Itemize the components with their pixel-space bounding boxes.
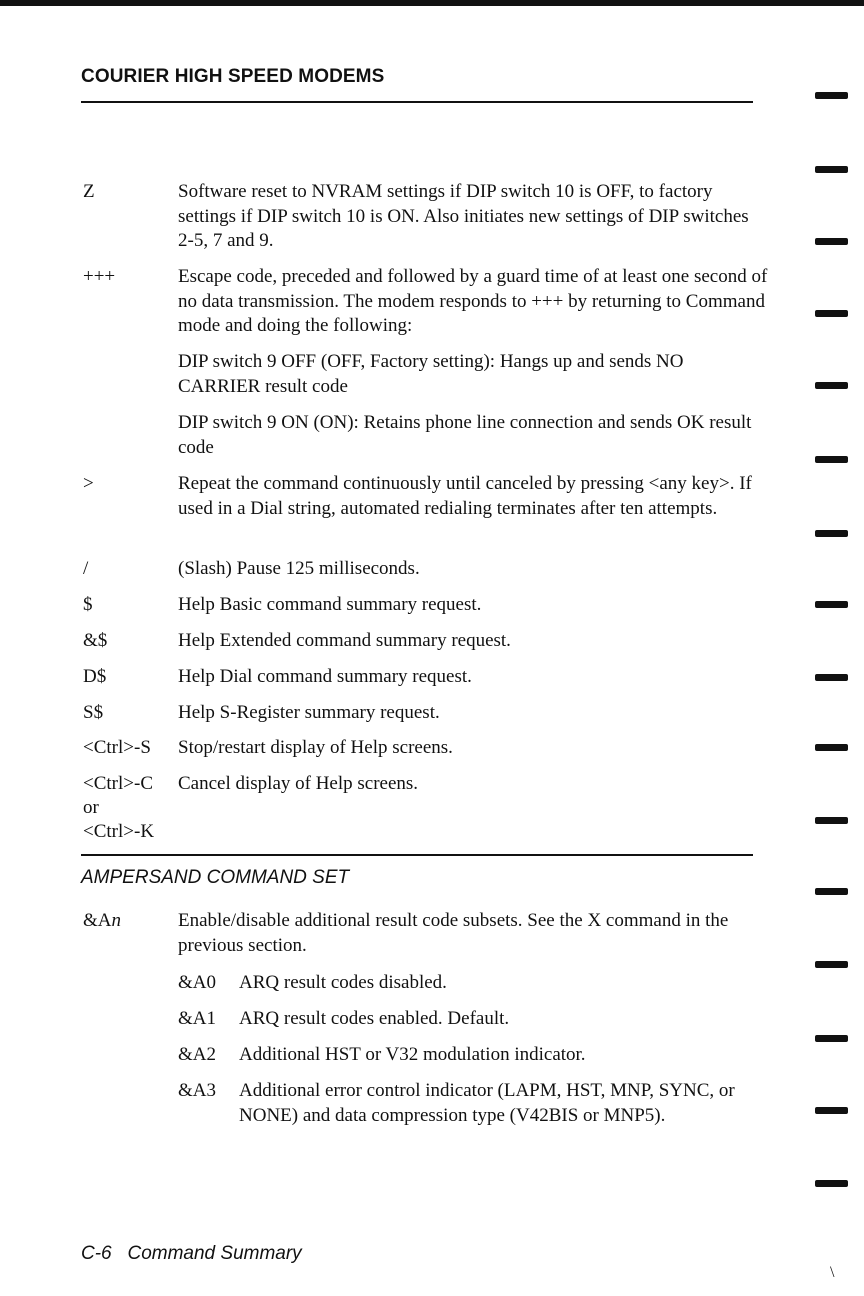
command-code: <Ctrl>-C or <Ctrl>-K (83, 773, 155, 842)
command-code: &$ (83, 630, 108, 651)
command-code: / (83, 558, 89, 579)
page-footer (81, 1243, 302, 1265)
command-description: Software reset to NVRAM settings if DIP switch 10 is OFF, to factory settings if DIP switch 10 is ON. Also initiates new settings of DIP switches 2-5, 7 and 9. (178, 181, 749, 251)
margin-tab (815, 817, 848, 824)
command-description: Enable/disable additional result code subsets. See the X command in the previous section. (178, 910, 729, 956)
margin-tab (815, 744, 848, 751)
option-code: &A3 (178, 1080, 216, 1101)
margin-tab (815, 888, 848, 895)
margin-tab (815, 92, 848, 99)
command-description: Repeat the command continuously until canceled by pressing <any key>. If used in a Dial string, automated redialing terminates after ten attempts. (178, 473, 752, 519)
option-text: Additional HST or V32 modulation indicator. (239, 1044, 586, 1065)
margin-tab (815, 456, 848, 463)
margin-tab (815, 166, 848, 173)
section-rule (81, 854, 753, 856)
command-note: DIP switch 9 ON (ON): Retains phone line connection and sends OK result code (178, 412, 752, 458)
command-code: $ (83, 594, 93, 615)
margin-tab (815, 601, 848, 608)
command-description: Stop/restart display of Help screens. (178, 737, 453, 758)
command-code: S$ (83, 702, 104, 723)
section-title: AMPERSAND COMMAND SET (81, 867, 350, 888)
option-code: &A2 (178, 1044, 216, 1065)
margin-tab (815, 1035, 848, 1042)
top-border-rule (0, 0, 864, 6)
option-text: Additional error control indicator (LAPM, HST, MNP, SYNC, or NONE) and data compression type (V42BIS or MNP5). (239, 1080, 735, 1126)
command-code: +++ (83, 266, 116, 287)
margin-tick-mark: \ (830, 1264, 835, 1281)
code-variable: n (111, 910, 121, 931)
command-code: D$ (83, 666, 107, 687)
option-code: &A0 (178, 972, 216, 993)
command-note: DIP switch 9 OFF (OFF, Factory setting): Hangs up and sends NO CARRIER result code (178, 351, 684, 397)
margin-tab (815, 382, 848, 389)
option-code: &A1 (178, 1008, 216, 1029)
option-text: ARQ result codes disabled. (239, 972, 447, 993)
code-prefix: &A (83, 910, 112, 931)
command-description: Escape code, preceded and followed by a guard time of at least one second of no data transmission. The modem responds to +++ by returning to Command mode and doing the following: (178, 266, 768, 336)
margin-tab (815, 310, 848, 317)
command-description: Help Extended command summary request. (178, 630, 511, 651)
margin-tab (815, 1107, 848, 1114)
command-description: (Slash) Pause 125 milliseconds. (178, 558, 420, 579)
command-description: Help Dial command summary request. (178, 666, 472, 687)
header-rule (81, 101, 753, 103)
command-code: Z (83, 181, 95, 202)
margin-tab (815, 674, 848, 681)
command-code: > (83, 473, 94, 494)
command-code: <Ctrl>-S (83, 737, 151, 758)
command-code (83, 909, 121, 933)
margin-tab (815, 1180, 848, 1187)
margin-tab (815, 530, 848, 537)
command-description: Help S-Register summary request. (178, 702, 440, 723)
command-description: Cancel display of Help screens. (178, 773, 419, 794)
footer-page-number: C-6 (81, 1243, 112, 1264)
running-header: COURIER HIGH SPEED MODEMS (81, 66, 385, 87)
margin-tab (815, 238, 848, 245)
margin-tab (815, 961, 848, 968)
option-text: ARQ result codes enabled. Default. (239, 1008, 510, 1029)
footer-title: Command Summary (127, 1243, 302, 1264)
command-description: Help Basic command summary request. (178, 594, 482, 615)
